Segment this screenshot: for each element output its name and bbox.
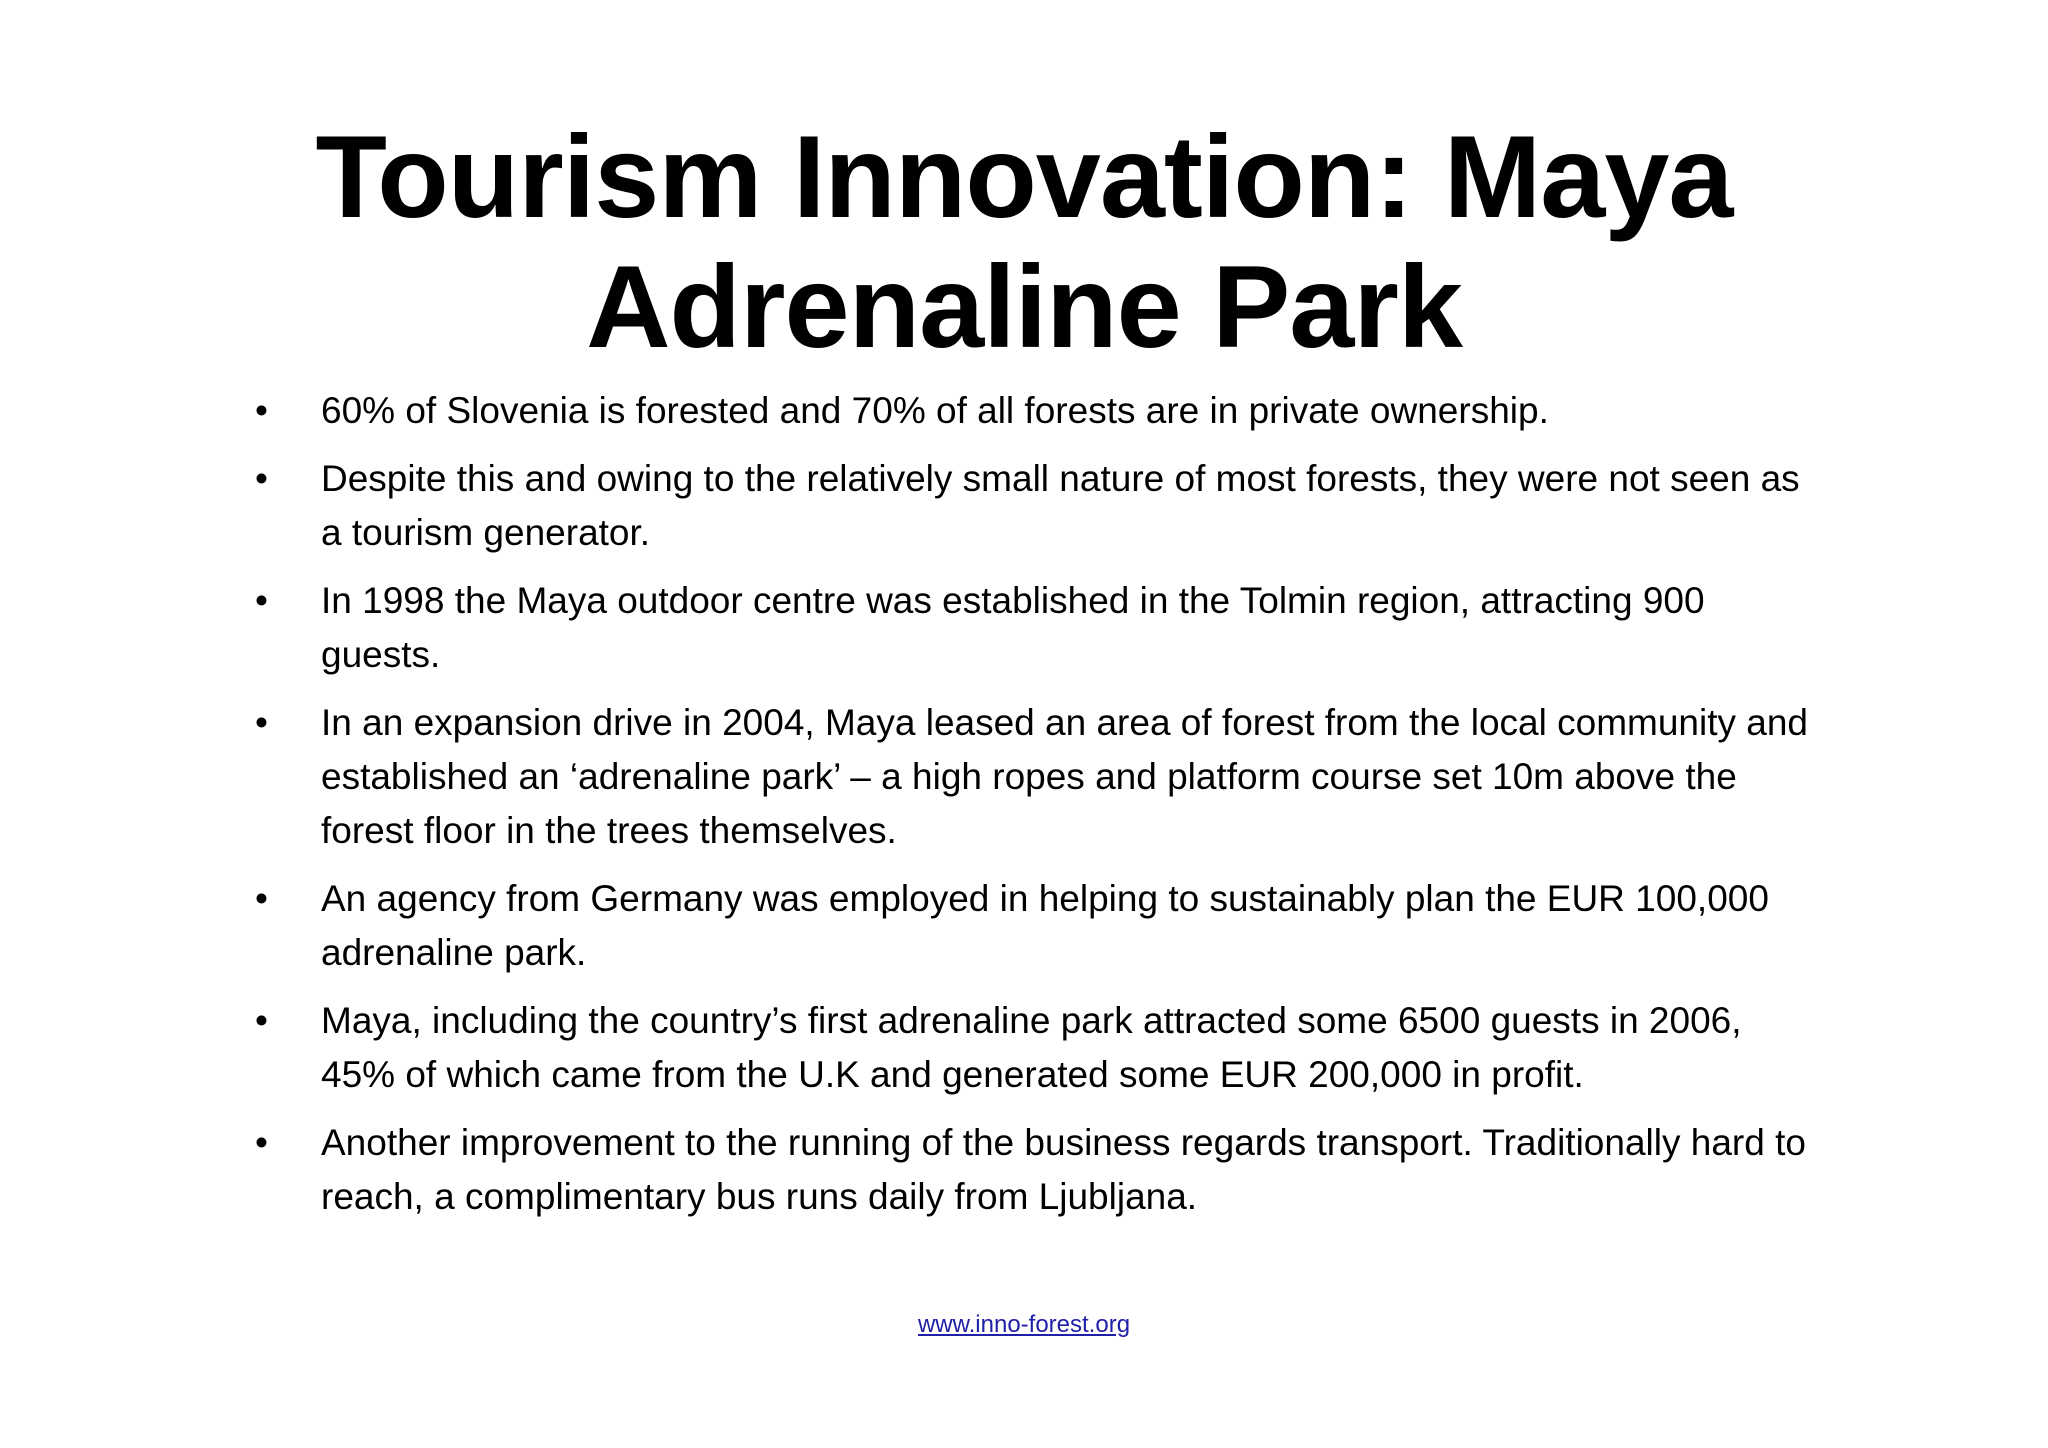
bullet-text: In an expansion drive in 2004, Maya leased an area of forest from the local community and established an ‘adrenaline park’ – a high ropes and platform course set 10m above the forest floor in the trees themselves. bbox=[321, 702, 1809, 851]
bullet-text: An agency from Germany was employed in helping to sustainably plan the EUR 100,000 adrenaline park. bbox=[321, 878, 1769, 973]
bullet-dot-icon: • bbox=[255, 580, 268, 621]
bullet-text: Despite this and owing to the relatively small nature of most forests, they were not seen as a tourism generator. bbox=[321, 458, 1800, 553]
footer-website-link[interactable]: www.inno-forest.org bbox=[917, 1311, 1131, 1338]
bullet-text: Maya, including the country’s first adrenaline park attracted some 6500 guests in 2006, 45% of which came from the U.K and generated some EUR 200,000 in profit. bbox=[321, 1000, 1742, 1095]
footer bbox=[0, 1310, 2048, 1340]
bullet-text: Another improvement to the running of the business regards transport. Traditionally hard to reach, a complimentary bus runs daily from Ljubljana. bbox=[321, 1122, 1806, 1217]
bullet-dot-icon: • bbox=[255, 390, 268, 431]
bullet-dot-icon: • bbox=[255, 1000, 268, 1041]
bullet-list bbox=[255, 384, 1815, 1238]
bullet-dot-icon: • bbox=[255, 702, 268, 743]
bullet-item bbox=[255, 872, 1815, 980]
bullet-item bbox=[255, 994, 1815, 1102]
bullet-item bbox=[255, 696, 1815, 858]
slide-title: Tourism Innovation: Maya Adrenaline Park bbox=[315, 111, 1733, 372]
bullet-dot-icon: • bbox=[255, 1122, 268, 1163]
bullet-item bbox=[255, 574, 1815, 682]
bullet-text: 60% of Slovenia is forested and 70% of all forests are in private ownership. bbox=[321, 390, 1549, 431]
bullet-text: In 1998 the Maya outdoor centre was established in the Tolmin region, attracting 900 guests. bbox=[321, 580, 1705, 675]
bullet-item bbox=[255, 384, 1815, 438]
bullet-item bbox=[255, 452, 1815, 560]
bullet-dot-icon: • bbox=[255, 458, 268, 499]
bullet-item bbox=[255, 1116, 1815, 1224]
bullet-dot-icon: • bbox=[255, 878, 268, 919]
